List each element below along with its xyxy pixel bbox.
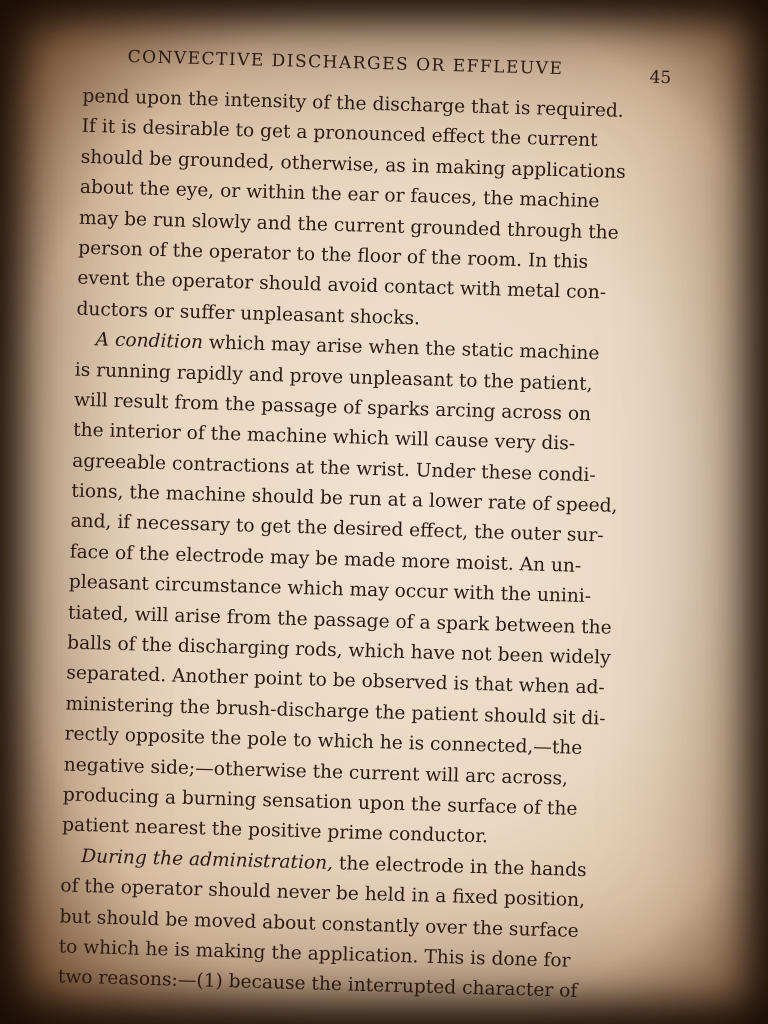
text-line: negative side;—otherwise the current will arc across, xyxy=(63,754,569,790)
text-line: balls of the discharging rods, which have not been widely xyxy=(66,632,611,669)
page-number: 45 xyxy=(649,67,672,89)
text-line: If it is desirable to get a pronounced effect the current xyxy=(81,116,598,152)
text-line: patient nearest the positive prime conductor. xyxy=(61,814,489,848)
text-line: pleasant circumstance which may occur with the unini- xyxy=(68,571,592,608)
text-line: two reasons:—(1) because the interrupted character of xyxy=(57,966,578,1003)
text-line: but should be moved about constantly over the surface xyxy=(59,905,580,942)
text-line: and, if necessary to get the desired effect, the outer sur- xyxy=(70,511,604,547)
text-line: the interior of the machine which will cause very dis- xyxy=(72,419,576,455)
text-line: to which he is making the application. This is done for xyxy=(58,936,571,972)
text-line: about the eye, or within the ear or fauces, the machine xyxy=(79,176,600,213)
chapter-title: CONVECTIVE DISCHARGES OR EFFLEUVE xyxy=(127,46,564,80)
line-remainder: the electrode in the hands xyxy=(332,852,587,881)
text-line: is running rapidly and prove unpleasant to the patient, xyxy=(74,359,593,395)
book-page xyxy=(57,38,674,1014)
text-line: ductors or suffer unpleasant shocks. xyxy=(76,298,421,329)
text-line: will result from the passage of sparks arcing across on xyxy=(73,389,592,425)
italic-lead-in: A condition xyxy=(95,329,204,354)
text-line: tions, the machine should be run at a lower rate of speed, xyxy=(71,480,618,517)
text-line: person of the operator to the floor of the room. In this xyxy=(77,237,589,273)
text-line: should be grounded, otherwise, as in making applications xyxy=(80,146,626,183)
text-line: producing a burning sensation upon the surface of the xyxy=(62,784,578,820)
text-line: event the operator should avoid contact with metal con- xyxy=(77,268,607,304)
text-line: of the operator should never be held in a fixed position, xyxy=(60,875,586,912)
line-remainder: which may arise when the static machine xyxy=(202,332,600,365)
paragraph-1 xyxy=(76,82,673,342)
italic-lead-in: During the administration, xyxy=(80,845,334,874)
paragraph-3 xyxy=(57,841,651,1009)
text-line: rectly opposite the pole to which he is connected,—the xyxy=(64,723,583,760)
text-line: tiated, will arise from the passage of a spark between the xyxy=(67,602,612,639)
text-line: pend upon the intensity of the discharge that is required. xyxy=(82,85,624,122)
text-line: may be run slowly and the current grounded through the xyxy=(78,207,619,244)
text-line: face of the electrode may be made more moist. An un- xyxy=(69,541,582,577)
paragraph-2 xyxy=(62,325,666,858)
text-line: agreeable contractions at the wrist. Under these condi- xyxy=(72,450,596,486)
text-line: separated. Another point to be observed is that when ad- xyxy=(66,662,606,699)
text-line: ministering the brush-discharge the patient should sit di- xyxy=(65,693,606,730)
